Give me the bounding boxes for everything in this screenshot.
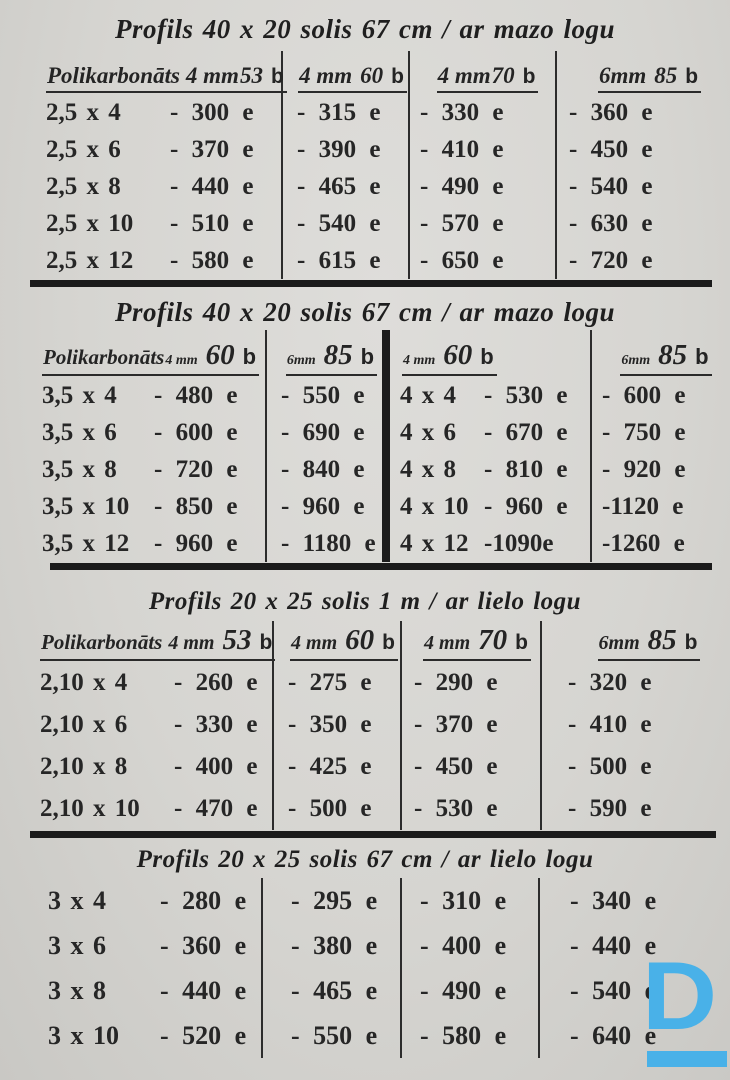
size-price-cell: 3 x 6 - 360 e [32, 923, 263, 968]
price-cell: - 690 e [267, 414, 390, 451]
price-cell: - 840 e [267, 451, 390, 488]
section-profils-20x25-1m-large-window [0, 570, 730, 838]
size-price-cell: 4 x 12 -1090e [390, 525, 592, 562]
price-cell: - 310 e [402, 878, 540, 923]
size-price-cell: 4 x 4 - 530 e [390, 377, 592, 414]
header-cell-4mm-70: 4 mm70 b [410, 51, 557, 94]
price-cell: - 580 e [402, 1013, 540, 1058]
watermark-logo [642, 942, 716, 1052]
size-price-cell: 2,5 x 12 - 580 e [32, 242, 283, 279]
price-cell: - 630 e [569, 209, 653, 237]
price-cell: -1120 e [602, 492, 684, 520]
price-cell: - 340 e [570, 885, 657, 915]
price-cell: - 550 e [263, 1013, 402, 1058]
size-price-cell: 2,10 x 6 - 330 e [32, 704, 274, 746]
size-price-cell: 3,5 x 6 - 600 e [32, 414, 267, 451]
material-label: Polikarbonāts [41, 630, 163, 654]
section-title: Profils 20 x 25 solis 67 cm / ar lielo logu [136, 846, 594, 873]
price-cell: - 720 e [569, 246, 653, 274]
price-cell: - 590 e [568, 795, 652, 822]
price-table [32, 662, 730, 830]
section-title: Profils 40 x 20 solis 67 cm / ar mazo logu [114, 297, 616, 327]
section-title: Profils 40 x 20 solis 67 cm / ar mazo logu [114, 14, 616, 44]
header-cell-6mm-85: 6mm 85 b [557, 51, 730, 94]
price-cell: - 650 e [410, 242, 557, 279]
header-cell-4mm-60: 4 mm 60 b [283, 51, 410, 94]
price-cell: - 425 e [274, 746, 402, 788]
header-cell-6mm-85: 6mm 85 b [592, 330, 730, 377]
logo-letter-d-icon: D [642, 942, 716, 1051]
header-cell-4mm-70: 4 mm 70 b [402, 621, 542, 662]
price-cell: - 275 e [274, 662, 402, 704]
price-cell: - 530 e [402, 788, 542, 830]
size-price-cell: 2,5 x 10 - 510 e [32, 205, 283, 242]
price-cell: - 500 e [568, 753, 652, 780]
size-price-cell: 2,5 x 6 - 370 e [32, 131, 283, 168]
price-cell: - 1180 e [267, 525, 390, 562]
size-price-cell: 3,5 x 4 - 480 e [32, 377, 267, 414]
size-price-cell: 3,5 x 10 - 850 e [32, 488, 267, 525]
size-price-cell: 4 x 8 - 810 e [390, 451, 592, 488]
size-price-cell: 2,10 x 4 - 260 e [32, 662, 274, 704]
price-table [32, 94, 730, 279]
size-price-cell: 2,10 x 8 - 400 e [32, 746, 274, 788]
size-price-cell: 4 x 10 - 960 e [390, 488, 592, 525]
header-cell-4mm-60: 4 mm 60 b [274, 621, 402, 662]
price-table [32, 377, 730, 562]
price-cell: - 295 e [263, 878, 402, 923]
size-price-cell: 3 x 10 - 520 e [32, 1013, 263, 1058]
section-divider-bar [30, 831, 716, 838]
logo-underline-bar [647, 1051, 727, 1067]
price-cell: - 540 e [570, 975, 657, 1005]
price-cell: - 400 e [402, 923, 540, 968]
price-cell: - 500 e [274, 788, 402, 830]
size-label: 2,5 x 4 [46, 98, 121, 126]
header-row [32, 622, 730, 662]
price-cell: -1260 e [602, 529, 685, 557]
material-label: Polikarbonāts [43, 345, 165, 369]
price-cell: - 330 e [410, 94, 557, 131]
section-profils-40x20-small-window-2 [0, 287, 730, 570]
price-cell: - 960 e [267, 488, 390, 525]
price-cell: - 465 e [283, 168, 410, 205]
price: - 300 e [170, 98, 254, 126]
price-cell: - 450 e [569, 135, 653, 163]
section-profils-20x25-67cm-large-window [0, 838, 730, 1058]
price-cell: - 360 e [569, 98, 653, 126]
price-cell: - 315 e [283, 94, 410, 131]
price-cell: - 600 e [602, 381, 686, 409]
size-price-cell: 3 x 8 - 440 e [32, 968, 263, 1013]
price-cell: - 920 e [602, 455, 686, 483]
price-cell: - 390 e [283, 131, 410, 168]
price-cell: - 490 e [410, 168, 557, 205]
price-cell: - 370 e [402, 704, 542, 746]
price-cell: - 440 e [570, 930, 657, 960]
price-cell: - 570 e [410, 205, 557, 242]
price-cell: - 640 e [570, 1020, 657, 1050]
price-cell: - 450 e [402, 746, 542, 788]
size-price-cell [32, 94, 283, 131]
section-divider-bar [30, 280, 712, 287]
price-cell: - 410 e [410, 131, 557, 168]
price-cell: - 550 e [267, 377, 390, 414]
material-label: Polikarbonāts [47, 63, 180, 88]
section-title: Profils 20 x 25 solis 1 m / ar lielo logu [148, 588, 582, 615]
size-price-cell: 2,5 x 8 - 440 e [32, 168, 283, 205]
price-cell: - 540 e [569, 172, 653, 200]
header-row [32, 331, 730, 377]
price-cell: - 750 e [602, 418, 686, 446]
size-price-cell: 4 x 6 - 670 e [390, 414, 592, 451]
size-price-cell: 3 x 4 - 280 e [32, 878, 263, 923]
header-cell-6mm-85: 6mm 85 b [267, 330, 390, 377]
price-cell: - 290 e [402, 662, 542, 704]
price-cell: - 465 e [263, 968, 402, 1013]
header-cell-6mm-85: 6mm 85 b [542, 621, 730, 662]
price-cell: - 380 e [263, 923, 402, 968]
price-cell: - 410 e [568, 711, 652, 738]
header-cell-polikarbonats-53: Polikarbonāts 4 mm53 b [32, 51, 283, 94]
price-cell: - 490 e [402, 968, 540, 1013]
price-table [32, 878, 730, 1058]
size-price-cell: 2,10 x 10 - 470 e [32, 788, 274, 830]
size-price-cell: 3,5 x 8 - 720 e [32, 451, 267, 488]
price-cell: - 350 e [274, 704, 402, 746]
price-cell: - 320 e [568, 669, 652, 696]
price-cell: - 615 e [283, 242, 410, 279]
section-profils-40x20-small-window-1 [0, 0, 730, 287]
header-cell-4mm-60: 4 mm 60 b [390, 330, 592, 377]
size-price-cell: 3,5 x 12 - 960 e [32, 525, 267, 562]
header-cell-polikarbonats-60: Polikarbonāts4 mm 60 b [32, 330, 267, 377]
header-cell-polikarbonats-53: Polikarbonāts 4 mm 53 b [32, 621, 274, 662]
section-divider-bar [50, 563, 712, 570]
price-cell: - 540 e [283, 205, 410, 242]
header-row [32, 52, 730, 94]
